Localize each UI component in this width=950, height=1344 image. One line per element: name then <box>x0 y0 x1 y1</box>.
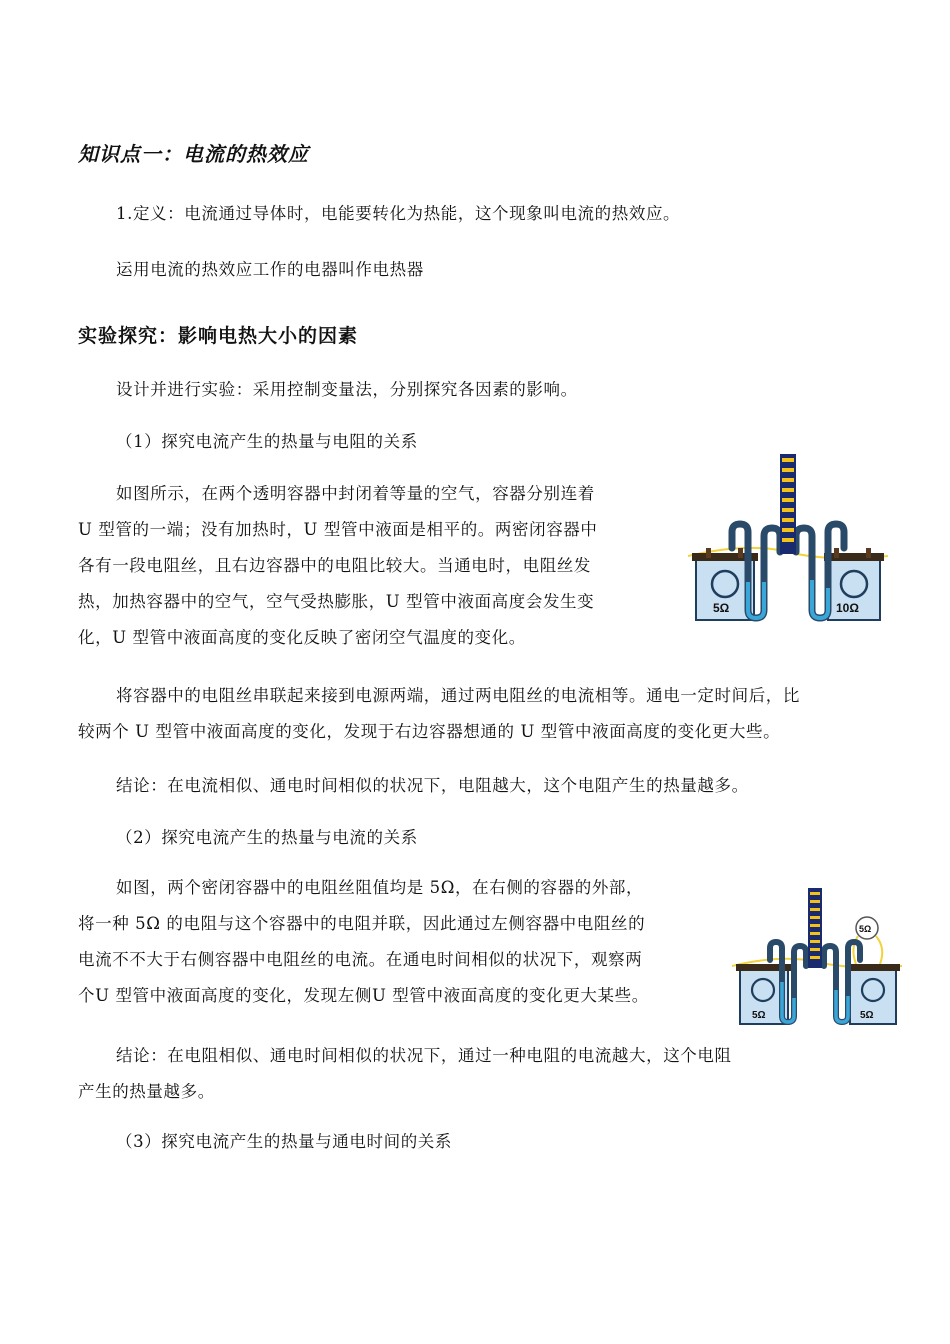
part1-paragraph <box>78 476 678 656</box>
part2-line-3: 电流不不大于右侧容器中电阻丝的电流。在通电时间相似的状况下，观察两 <box>78 950 643 969</box>
figure-utube-resistance <box>688 452 888 627</box>
left-resistor-label: 5Ω <box>713 601 730 615</box>
figure-utube-current <box>732 886 902 1028</box>
left-resistor-label: 5Ω <box>752 1010 766 1021</box>
part1-title: （1）探究电流产生的热量与电阻的关系 <box>116 432 418 451</box>
part1-line-2: U 型管的一端；没有加热时，U 型管中液面是相平的。两密闭容器中 <box>78 520 598 539</box>
part1-line-5: 化，U 型管中液面高度的变化反映了密闭空气温度的变化。 <box>78 628 526 647</box>
design-text: 设计并进行实验：采用控制变量法，分别探究各因素的影响。 <box>116 380 578 399</box>
section-heading-thermal-effect: 知识点一：电流的热效应 <box>78 142 309 166</box>
part2-title: （2）探究电流产生的热量与电流的关系 <box>116 828 418 847</box>
part2-line-4: 个U 型管中液面高度的变化，发现左侧U 型管中液面高度的变化更大某些。 <box>78 986 649 1005</box>
part1-series-paragraph <box>78 678 898 750</box>
definition-text: 1.定义：电流通过导体时，电能要转化为热能，这个现象叫电流的热效应。 <box>116 204 681 223</box>
part2-conclusion <box>78 1038 838 1110</box>
part2-conclusion-line-2: 产生的热量越多。 <box>78 1082 215 1101</box>
right-resistor-label: 10Ω <box>836 601 859 615</box>
part1-line-1: 如图所示，在两个透明容器中封闭着等量的空气，容器分别连着 <box>116 484 595 503</box>
part1-line-4: 热，加热容器中的空气，空气受热膨胀，U 型管中液面高度会发生变 <box>78 592 595 611</box>
part2-line-2: 将一种 5Ω 的电阻与这个容器中的电阻并联，因此通过左侧容器中电阻丝的 <box>78 914 646 933</box>
external-resistor-label: 5Ω <box>859 924 872 934</box>
part1-conclusion: 结论：在电流相似、通电时间相似的状况下，电阻越大，这个电阻产生的热量越多。 <box>116 776 749 795</box>
right-lid <box>824 553 884 561</box>
right-resistor-label: 5Ω <box>860 1010 874 1021</box>
part1-line-3: 各有一段电阻丝，且右边容器中的电阻比较大。当通电时，电阻丝发 <box>78 556 591 575</box>
section-heading-experiment: 实验探究：影响电热大小的因素 <box>78 325 359 347</box>
application-text: 运用电流的热效应工作的电器叫作电热器 <box>116 260 424 279</box>
part1-series-line-2: 较两个 U 型管中液面高度的变化，发现于右边容器想通的 U 型管中液面高度的变化更大些。 <box>78 722 781 741</box>
part2-line-1: 如图，两个密闭容器中的电阻丝阻值均是 5Ω，在右侧的容器的外部， <box>116 878 644 897</box>
part3-title: （3）探究电流产生的热量与通电时间的关系 <box>116 1132 452 1151</box>
part1-series-line-1: 将容器中的电阻丝串联起来接到电源两端，通过两电阻丝的电流相等。通电一定时间后，比 <box>116 686 800 705</box>
part2-conclusion-line-1: 结论：在电阻相似、通电时间相似的状况下，通过一种电阻的电流越大，这个电阻 <box>116 1046 732 1065</box>
part2-paragraph <box>78 870 728 1014</box>
